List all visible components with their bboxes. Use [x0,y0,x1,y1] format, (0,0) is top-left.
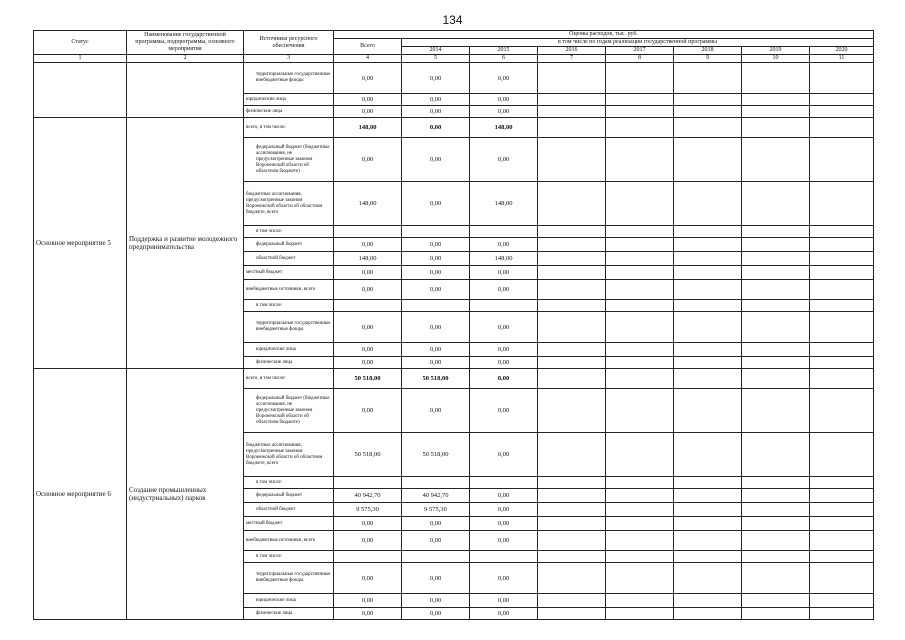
empty-cell [742,517,810,531]
empty-cell [810,300,874,312]
empty-cell [742,433,810,477]
value-cell: 0,00 [470,63,538,94]
column-numbers-row [34,55,874,63]
empty-cell [674,503,742,517]
empty-cell [538,312,606,343]
source-cell: юридические лица [244,94,334,106]
source-cell: местный бюджет [244,517,334,531]
empty-cell [606,357,674,369]
column-number: 7 [538,55,606,63]
empty-cell [606,312,674,343]
empty-cell [674,138,742,182]
empty-cell [538,517,606,531]
source-cell: федеральный бюджет [244,238,334,252]
empty-cell [810,503,874,517]
value-cell: 0,00 [334,608,402,620]
empty-cell [810,138,874,182]
value-cell: 0,00 [402,266,470,280]
empty-cell [810,226,874,238]
empty-cell [674,477,742,489]
value-cell: 0,00 [470,312,538,343]
value-cell: 0,00 [402,238,470,252]
header-year: 2015 [470,47,538,55]
empty-cell [538,182,606,226]
value-cell: 0,00 [470,389,538,433]
empty-cell [538,563,606,594]
value-cell [470,300,538,312]
empty-cell [538,226,606,238]
header-status: Статус [34,31,127,55]
table-row [34,369,874,389]
value-cell: 0,00 [470,594,538,608]
value-cell: 148,00 [334,118,402,138]
value-cell [470,477,538,489]
value-cell: 0,00 [470,563,538,594]
empty-cell [742,343,810,357]
source-cell: бюджетные ассигнования, предусмотренные законом Воронежской области об областном бюджете, всего [244,182,334,226]
value-cell: 0,00 [334,280,402,300]
empty-cell [742,531,810,551]
empty-cell [810,252,874,266]
source-cell: в том числе: [244,300,334,312]
value-cell: 0,00 [402,517,470,531]
header-year: 2019 [742,47,810,55]
source-cell: физические лица [244,357,334,369]
value-cell: 148,00 [470,118,538,138]
value-cell: 0,00 [470,343,538,357]
source-cell: в том числе: [244,226,334,238]
value-cell: 0,00 [402,138,470,182]
empty-cell [606,300,674,312]
table-body [34,63,874,620]
empty-cell [674,106,742,118]
empty-cell [606,563,674,594]
source-cell: областной бюджет [244,503,334,517]
empty-cell [742,503,810,517]
header-total: Всего [334,39,402,55]
value-cell [402,300,470,312]
value-cell: 148,00 [334,252,402,266]
value-cell: 0,00 [470,138,538,182]
empty-cell [810,343,874,357]
value-cell [334,226,402,238]
source-cell: федеральный бюджет [244,489,334,503]
empty-cell [538,238,606,252]
empty-cell [538,433,606,477]
value-cell: 0,00 [470,531,538,551]
status-cell: Основное мероприятие 5 [34,118,127,369]
value-cell: 0,00 [470,489,538,503]
column-number: 8 [606,55,674,63]
empty-cell [674,517,742,531]
program-cell [127,63,244,118]
empty-cell [538,489,606,503]
value-cell: 0,00 [402,312,470,343]
empty-cell [538,63,606,94]
empty-cell [538,594,606,608]
source-cell: в том числе: [244,551,334,563]
empty-cell [606,503,674,517]
empty-cell [810,312,874,343]
empty-cell [674,226,742,238]
header-by-year: в том числе по годам реализации государственной программы [402,39,874,47]
source-cell: всего, в том числе: [244,369,334,389]
empty-cell [810,238,874,252]
source-cell: территориальные государственные внебюджетные фонды [244,563,334,594]
value-cell: 0,00 [470,503,538,517]
empty-cell [538,106,606,118]
empty-cell [606,477,674,489]
empty-cell [742,138,810,182]
empty-cell [810,389,874,433]
value-cell: 148,00 [470,252,538,266]
value-cell: 40 942,70 [402,489,470,503]
column-number: 3 [244,55,334,63]
value-cell: 50 518,00 [334,369,402,389]
value-cell [470,551,538,563]
empty-cell [674,608,742,620]
empty-cell [674,551,742,563]
empty-cell [538,531,606,551]
empty-cell [606,517,674,531]
value-cell: 0,00 [334,563,402,594]
empty-cell [810,118,874,138]
empty-cell [674,312,742,343]
source-cell: всего, в том числе: [244,118,334,138]
empty-cell [674,369,742,389]
header-source: Источники ресурсного обеспечения [244,31,334,55]
empty-cell [538,300,606,312]
empty-cell [674,531,742,551]
empty-cell [538,94,606,106]
empty-cell [810,94,874,106]
value-cell: 0,00 [470,517,538,531]
empty-cell [742,594,810,608]
value-cell: 0,00 [470,608,538,620]
value-cell: 0,00 [402,343,470,357]
empty-cell [538,389,606,433]
empty-cell [606,226,674,238]
source-cell: бюджетные ассигнования, предусмотренные законом Воронежской области об областном бюджете, всего [244,433,334,477]
empty-cell [674,252,742,266]
empty-cell [538,266,606,280]
column-number: 6 [470,55,538,63]
value-cell: 0,00 [334,63,402,94]
source-cell: местный бюджет [244,266,334,280]
value-cell: 0,00 [402,280,470,300]
value-cell [334,477,402,489]
value-cell: 0,00 [334,238,402,252]
empty-cell [674,489,742,503]
column-number: 11 [810,55,874,63]
empty-cell [606,389,674,433]
value-cell [334,300,402,312]
empty-cell [810,106,874,118]
source-cell: федеральный бюджет (бюджетные ассигнования, не предусмотренные законом Воронежской области об областном бюджете) [244,138,334,182]
value-cell: 0,00 [402,608,470,620]
empty-cell [742,238,810,252]
value-cell: 0,00 [402,389,470,433]
empty-cell [538,477,606,489]
empty-cell [810,369,874,389]
empty-cell [810,517,874,531]
empty-cell [606,280,674,300]
program-cell: Создание промышленных (индустриальных) парков [127,369,244,620]
value-cell: 0,00 [334,94,402,106]
header-year: 2017 [606,47,674,55]
empty-cell [674,357,742,369]
value-cell: 0,00 [402,94,470,106]
value-cell: 40 942,70 [334,489,402,503]
empty-cell [674,343,742,357]
value-cell [402,551,470,563]
empty-cell [538,608,606,620]
value-cell: 0,00 [402,106,470,118]
empty-cell [606,266,674,280]
value-cell: 50 518,00 [334,433,402,477]
empty-cell [742,312,810,343]
empty-cell [538,138,606,182]
value-cell: 0,00 [470,238,538,252]
empty-cell [810,182,874,226]
empty-cell [742,300,810,312]
empty-cell [810,531,874,551]
header-year: 2018 [674,47,742,55]
value-cell: 0,00 [402,118,470,138]
empty-cell [742,280,810,300]
empty-cell [742,252,810,266]
source-cell: физические лица [244,608,334,620]
empty-cell [742,608,810,620]
source-cell: юридические лица [244,343,334,357]
value-cell: 0,00 [334,266,402,280]
empty-cell [606,551,674,563]
value-cell: 0,00 [470,266,538,280]
value-cell [402,477,470,489]
value-cell: 0,00 [402,563,470,594]
empty-cell [742,266,810,280]
empty-cell [538,357,606,369]
empty-cell [810,594,874,608]
empty-cell [810,608,874,620]
value-cell: 0,00 [334,312,402,343]
source-cell: федеральный бюджет (бюджетные ассигнования, не предусмотренные законом Воронежской области об областном бюджете) [244,389,334,433]
empty-cell [810,563,874,594]
empty-cell [674,94,742,106]
empty-cell [742,357,810,369]
source-cell: территориальные государственные внебюджетные фонды [244,63,334,94]
empty-cell [810,280,874,300]
value-cell: 0,00 [470,357,538,369]
empty-cell [606,138,674,182]
empty-cell [674,563,742,594]
value-cell: 148,00 [334,182,402,226]
header-year: 2014 [402,47,470,55]
value-cell: 0,00 [470,280,538,300]
empty-cell [606,489,674,503]
empty-cell [810,551,874,563]
value-cell: 0,00 [334,357,402,369]
value-cell: 9 575,30 [402,503,470,517]
value-cell: 148,00 [470,182,538,226]
empty-cell [742,226,810,238]
status-cell [34,63,127,118]
value-cell [470,226,538,238]
column-number: 2 [127,55,244,63]
value-cell: 0,00 [402,182,470,226]
budget-table [33,30,874,620]
table-row [34,63,874,94]
source-cell: в том числе: [244,477,334,489]
empty-cell [538,118,606,138]
empty-cell [538,280,606,300]
column-number: 9 [674,55,742,63]
value-cell: 0,00 [470,369,538,389]
value-cell: 0,00 [334,389,402,433]
empty-cell [606,106,674,118]
empty-cell [606,594,674,608]
header-program: Наименование государственной программы, подпрограммы, основного мероприятия [127,31,244,55]
header-estimate: Оценка расходов, тыс. руб. [334,31,874,39]
value-cell: 0,00 [334,531,402,551]
column-number: 1 [34,55,127,63]
empty-cell [606,608,674,620]
value-cell: 0,00 [470,433,538,477]
column-number: 5 [402,55,470,63]
empty-cell [810,63,874,94]
value-cell: 50 518,00 [402,369,470,389]
value-cell: 0,00 [402,63,470,94]
empty-cell [606,252,674,266]
value-cell: 9 575,30 [334,503,402,517]
empty-cell [674,433,742,477]
empty-cell [538,551,606,563]
empty-cell [810,477,874,489]
empty-cell [606,531,674,551]
table-row [34,118,874,138]
source-cell: областной бюджет [244,252,334,266]
empty-cell [606,238,674,252]
empty-cell [742,551,810,563]
empty-cell [742,63,810,94]
source-cell: внебюджетные источники, всего [244,280,334,300]
value-cell: 0,00 [402,531,470,551]
header-year: 2020 [810,47,874,55]
program-cell: Поддержка и развитие молодежного предпринимательства [127,118,244,369]
empty-cell [674,280,742,300]
value-cell: 0,00 [402,594,470,608]
empty-cell [742,182,810,226]
empty-cell [538,369,606,389]
empty-cell [810,266,874,280]
empty-cell [742,477,810,489]
empty-cell [810,357,874,369]
value-cell: 0,00 [334,138,402,182]
empty-cell [742,369,810,389]
value-cell: 0,00 [334,106,402,118]
empty-cell [538,503,606,517]
empty-cell [742,94,810,106]
empty-cell [538,252,606,266]
empty-cell [810,433,874,477]
page-number: 134 [442,13,463,27]
value-cell: 0,00 [334,343,402,357]
empty-cell [606,94,674,106]
empty-cell [742,563,810,594]
empty-cell [674,594,742,608]
value-cell: 0,00 [334,517,402,531]
empty-cell [674,118,742,138]
empty-cell [674,238,742,252]
empty-cell [674,266,742,280]
value-cell: 0,00 [470,106,538,118]
empty-cell [674,300,742,312]
value-cell: 0,00 [470,94,538,106]
value-cell [334,551,402,563]
empty-cell [606,433,674,477]
column-number: 10 [742,55,810,63]
empty-cell [674,389,742,433]
source-cell: территориальные государственные внебюджетные фонды [244,312,334,343]
column-number: 4 [334,55,402,63]
source-cell: физические лица [244,106,334,118]
empty-cell [606,63,674,94]
status-cell: Основное мероприятие 6 [34,369,127,620]
source-cell: внебюджетные источники, всего [244,531,334,551]
value-cell [402,226,470,238]
empty-cell [742,389,810,433]
empty-cell [606,118,674,138]
empty-cell [742,489,810,503]
value-cell: 0,00 [402,252,470,266]
empty-cell [674,63,742,94]
source-cell: юридические лица [244,594,334,608]
empty-cell [674,182,742,226]
value-cell: 50 518,00 [402,433,470,477]
value-cell: 0,00 [402,357,470,369]
empty-cell [742,118,810,138]
empty-cell [606,343,674,357]
empty-cell [606,182,674,226]
empty-cell [538,343,606,357]
empty-cell [742,106,810,118]
header-year: 2016 [538,47,606,55]
empty-cell [606,369,674,389]
value-cell: 0,00 [334,594,402,608]
empty-cell [810,489,874,503]
